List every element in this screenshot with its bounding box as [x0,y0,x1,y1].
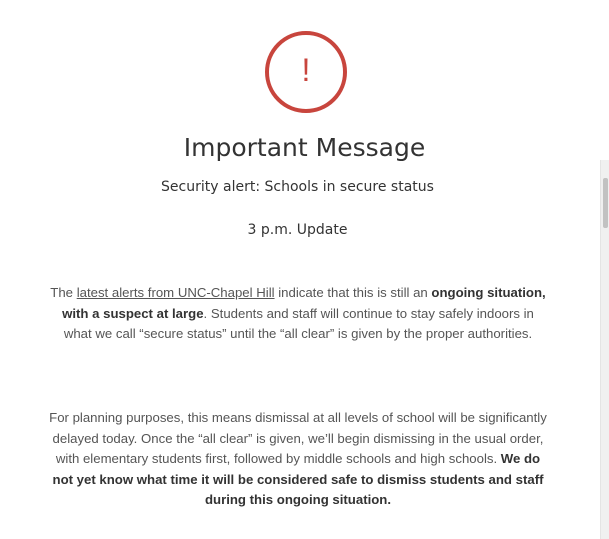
message-paragraph-1 [48,283,548,345]
message-title: Important Message [183,133,426,162]
paragraph-1-bold: ongoing situation, with a suspect at large [62,285,546,321]
paragraph-1-mid: indicate that this is still an [274,285,432,300]
update-time: 3 p.m. Update [247,222,348,238]
vertical-scrollbar[interactable] [600,160,609,539]
message-subtitle: Security alert: Schools in secure status [161,179,434,195]
exclamation-glyph: ! [301,52,311,88]
exclamation-circle-icon [265,31,347,113]
message-paragraph-2 [48,408,548,511]
paragraph-1-tail: . Students and staff will continue to stay safely indoors in what we call “secure status” until the “all clear” is given by the proper authorities. [63,305,534,342]
paragraph-2-bold: We do not yet know what time it will be considered safe to dismiss students and staff during this ongoing situation. [52,451,544,508]
paragraph-2-text: For planning purposes, this means dismissal at all levels of school will be significantly delayed today. Once the “all clear” is given, we’ll begin dismissing in the usual order, with elementary students first, followed by middle schools and high schools. [49,410,547,467]
scrollbar-thumb[interactable] [603,178,608,228]
unc-alerts-link[interactable]: latest alerts from UNC-Chapel Hill [76,285,275,300]
paragraph-1-lead: The [50,285,77,300]
